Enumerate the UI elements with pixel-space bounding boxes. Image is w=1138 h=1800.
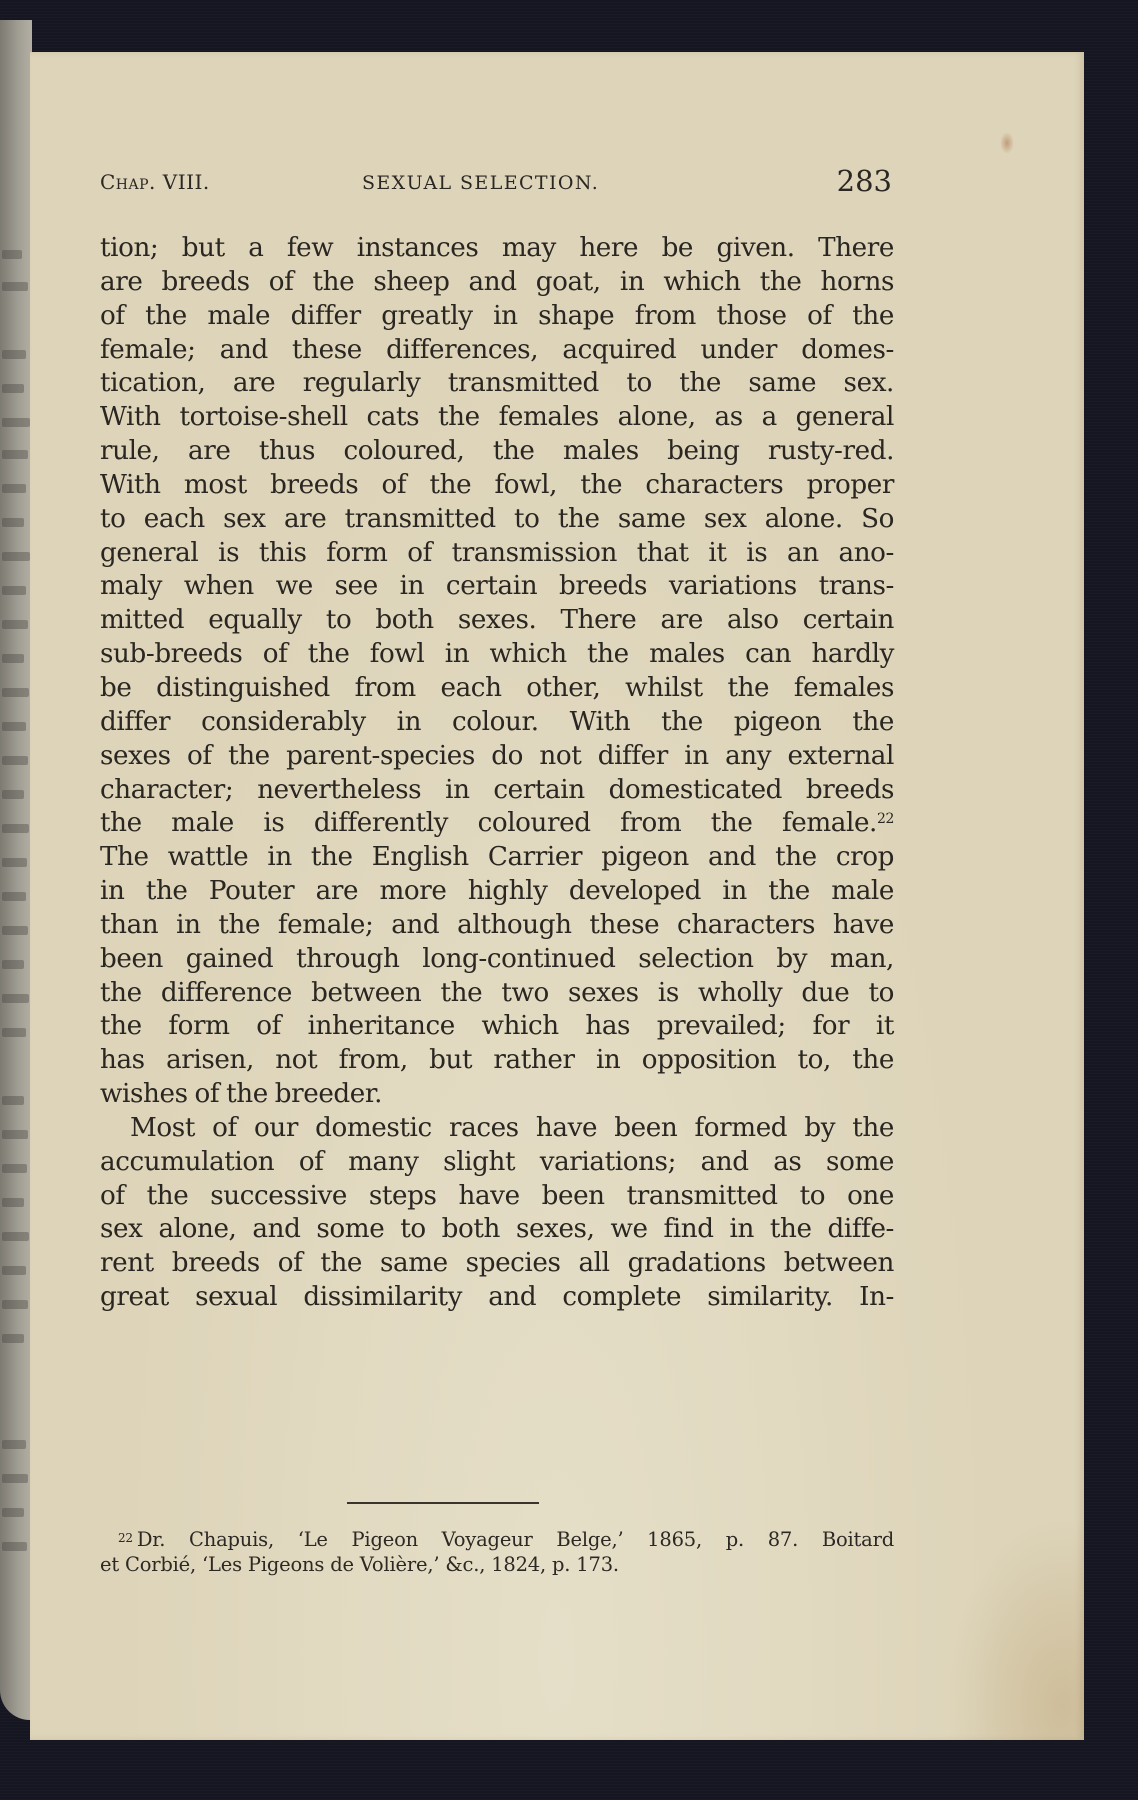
text-line: rule, are thus coloured, the males being rusty-red. (100, 436, 894, 467)
bleed-through-text (2, 1508, 24, 1517)
text-line: The wattle in the English Carrier pigeon and the crop (100, 842, 894, 873)
bleed-through-text (2, 1232, 29, 1241)
text-line: differ considerably in colour. With the pigeon the (100, 706, 894, 737)
text-line: the form of inheritance which has prevailed; for it (100, 1011, 894, 1042)
bleed-through-text (2, 1164, 27, 1173)
footnote-reference[interactable]: 22 (876, 811, 894, 828)
bleed-through-text (2, 926, 28, 935)
bleed-through-text (2, 250, 22, 259)
text-line: to each sex are transmitted to the same sex alone. So (100, 503, 894, 534)
bleed-through-text (2, 1542, 27, 1551)
page-number: 283 (836, 164, 892, 198)
previous-page-edge (0, 20, 32, 1720)
bleed-through-text (2, 1130, 28, 1139)
bleed-through-text (2, 1028, 26, 1037)
text-line: are breeds of the sheep and goat, in which the horns (100, 266, 894, 297)
bleed-through-text (2, 350, 26, 359)
bleed-through-text (2, 824, 29, 833)
text-line: maly when we see in certain breeds variations trans- (100, 571, 894, 602)
text-line: than in the female; and although these characters have (100, 909, 894, 940)
text-line: rent breeds of the same species all gradations between (100, 1248, 894, 1279)
bleed-through-text (2, 1198, 24, 1207)
bleed-through-text (2, 484, 26, 493)
bleed-through-text (2, 892, 26, 901)
footnote-mark: 22 (118, 1531, 133, 1545)
bleed-through-text (2, 858, 27, 867)
bleed-through-text (2, 654, 24, 663)
paragraph (100, 1112, 894, 1315)
bleed-through-text (2, 790, 24, 799)
paper-stain (1000, 132, 1014, 154)
text-line: With tortoise-shell cats the females alone, as a general (100, 402, 894, 433)
bleed-through-text (2, 518, 24, 527)
bleed-through-text (2, 1474, 28, 1483)
text-line: has arisen, not from, but rather in opposition to, the (100, 1045, 894, 1076)
bleed-through-text (2, 1300, 28, 1309)
footnotes (100, 1527, 894, 1577)
bleed-through-text (2, 1096, 24, 1105)
bleed-through-text (2, 722, 26, 731)
bleed-through-text (2, 450, 28, 459)
text-line: of the male differ greatly in shape from those of the (100, 300, 894, 331)
bleed-through-text (2, 586, 26, 595)
text-line: be distinguished from each other, whilst the females (100, 672, 894, 703)
text-line: tion; but a few instances may here be given. There (100, 233, 894, 263)
text-line: general is this form of transmission that it is an ano- (100, 537, 894, 568)
bleed-through-text (2, 384, 24, 393)
chapter-label: Chap. VIII. (100, 170, 210, 194)
bleed-through-text (2, 620, 28, 629)
footnote-separator (347, 1502, 539, 1504)
bleed-through-text (2, 1266, 26, 1275)
text-line: female; and these differences, acquired under domes- (100, 334, 894, 365)
text-line: tication, are regularly transmitted to the same sex. (100, 368, 894, 399)
text-line: Most of our domestic races have been formed by the (130, 1112, 894, 1143)
running-head (100, 166, 894, 198)
text-line: the difference between the two sexes is wholly due to (100, 977, 894, 1008)
text-line: wishes of the breeder. (100, 1079, 383, 1110)
text-line: sexes of the parent-species do not differ in any external (100, 740, 894, 771)
text-line: been gained through long-continued selection by man, (100, 943, 894, 974)
bleed-through-text (2, 418, 30, 427)
text-line-content: the male is differently coloured from the female. (100, 808, 877, 839)
bleed-through-text (2, 552, 30, 561)
text-line: mitted equally to both sexes. There are also certain (100, 605, 894, 636)
bleed-through-text (2, 756, 28, 765)
bleed-through-text (2, 1334, 24, 1343)
bleed-through-text (2, 994, 29, 1003)
footnote-line (100, 1527, 894, 1552)
text-line: in the Pouter are more highly developed in the male (100, 876, 894, 907)
text-line: character; nevertheless in certain domesticated breeds (100, 774, 894, 805)
running-title: SEXUAL SELECTION. (362, 172, 600, 194)
text-line: accumulation of many slight variations; and as some (100, 1146, 894, 1177)
text-line: With most breeds of the fowl, the characters proper (100, 469, 894, 500)
bleed-through-text (2, 282, 28, 291)
text-line: sub-breeds of the fowl in which the males can hardly (100, 639, 894, 670)
text-line: great sexual dissimilarity and complete similarity. In- (100, 1282, 894, 1313)
footnote-line: et Corbié, ‘Les Pigeons de Volière,’ &c., 1824, p. 173. (100, 1553, 619, 1576)
text-line: of the successive steps have been transmitted to one (100, 1180, 894, 1211)
text-line-with-footnote (100, 807, 894, 841)
bleed-through-text (2, 1440, 26, 1449)
paragraph (100, 232, 894, 1112)
body-text (100, 232, 894, 1315)
bleed-through-text (2, 688, 29, 697)
bleed-through-text (2, 960, 24, 969)
text-line: sex alone, and some to both sexes, we find in the diffe- (100, 1214, 894, 1245)
footnote-text: Dr. Chapuis, ‘Le Pigeon Voyageur Belge,’ 1865, p. 87. Boitard (136, 1528, 894, 1551)
